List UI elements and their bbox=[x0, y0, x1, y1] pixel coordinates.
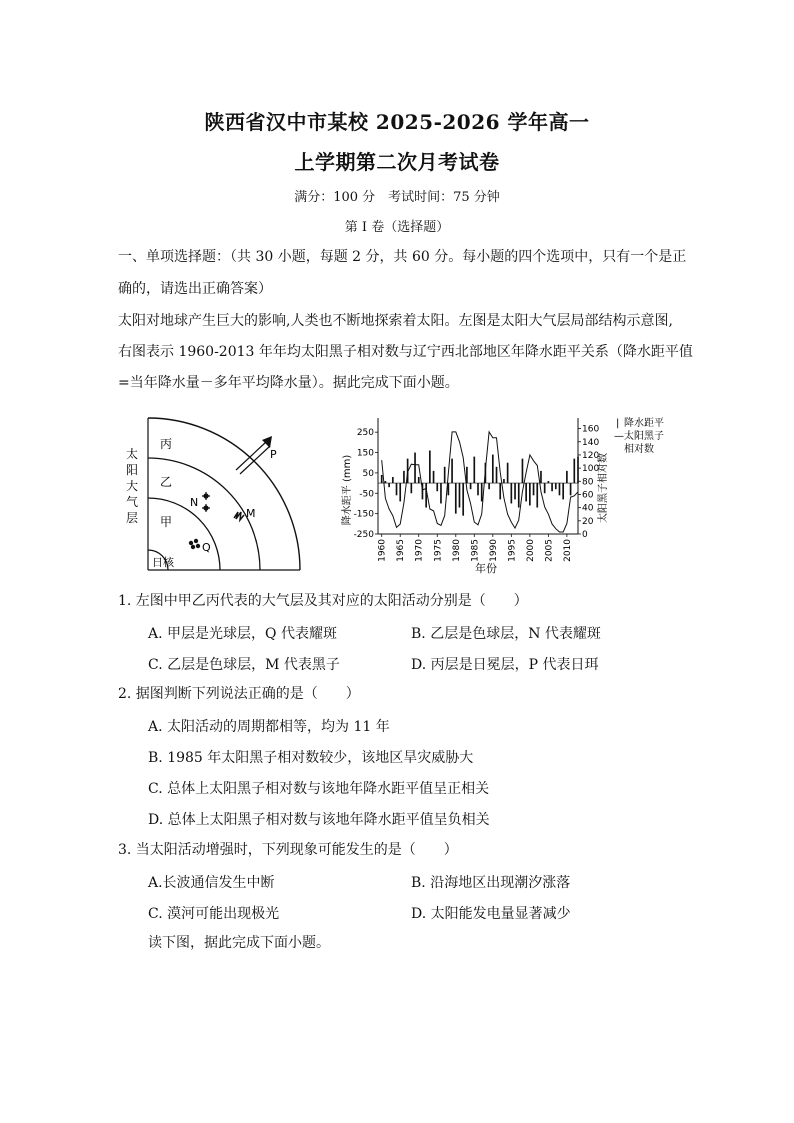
side-label-char: 阳 bbox=[125, 463, 139, 477]
marker-P-label: P bbox=[270, 448, 277, 461]
x-tick-label: 1960 bbox=[377, 539, 388, 562]
q3-option-d[interactable]: D. 太阳能发电量显著减少 bbox=[411, 906, 571, 922]
layer-label-core: 日核 bbox=[152, 556, 174, 569]
precip-bar bbox=[418, 477, 420, 483]
passage-line3: =当年降水量－多年平均降水量）。据此完成下面小题。 bbox=[118, 375, 459, 391]
precip-bar bbox=[481, 483, 483, 501]
layer-label-jia: 甲 bbox=[160, 515, 173, 529]
precip-bar bbox=[533, 483, 535, 495]
precip-bar bbox=[414, 453, 416, 484]
precip-bar bbox=[440, 483, 442, 503]
precip-bar bbox=[462, 483, 464, 516]
legend-item-sunspot: 太阳黑子 bbox=[624, 431, 664, 442]
precip-bar bbox=[559, 483, 561, 495]
passage-line1: 太阳对地球产生巨大的影响,人类也不断地探索着太阳。左图是太阳大气层局部结构示意图, bbox=[118, 313, 673, 329]
q1-option-b[interactable]: B. 乙层是色球层，N 代表耀斑 bbox=[411, 626, 601, 642]
q2-option-d[interactable]: D. 总体上太阳黑子相对数与该地年降水距平值呈负相关 bbox=[148, 812, 490, 828]
q1-option-c[interactable]: C. 乙层是色球层，M 代表黑子 bbox=[148, 657, 340, 673]
x-tick-label: 1975 bbox=[433, 539, 444, 562]
chart-ylabel-right: 太阳黑子相对数 bbox=[598, 453, 609, 523]
precip-bar bbox=[525, 483, 527, 501]
x-tick-label: 1965 bbox=[396, 539, 407, 562]
precip-bar bbox=[470, 483, 472, 489]
precip-bar bbox=[536, 483, 538, 507]
marker-Q-symbol bbox=[189, 539, 200, 549]
precip-bar bbox=[577, 457, 579, 483]
precip-bar bbox=[399, 483, 401, 501]
chart-ylabel-left: 降水距平 (mm) bbox=[342, 454, 353, 526]
q2-option-a[interactable]: A. 太阳活动的周期都相等，均为 11 年 bbox=[148, 719, 390, 735]
section-instruction-line2: 确的，请选出正确答案） bbox=[118, 281, 272, 297]
right-tick-label: 20 bbox=[582, 516, 594, 527]
x-tick-label: 1985 bbox=[470, 539, 481, 562]
left-tick-label: 50 bbox=[362, 468, 374, 479]
q1-option-d[interactable]: D. 丙层是日冕层，P 代表日珥 bbox=[411, 657, 599, 673]
q2-option-c[interactable]: C. 总体上太阳黑子相对数与该地年降水距平值呈正相关 bbox=[148, 781, 490, 797]
precip-bar bbox=[555, 483, 557, 489]
legend-line-symbol: — bbox=[614, 431, 624, 442]
precip-bar bbox=[488, 483, 490, 489]
q3-option-a[interactable]: A.长波通信发生中断 bbox=[148, 875, 275, 891]
precip-bar bbox=[544, 483, 546, 493]
precip-bar bbox=[451, 459, 453, 483]
q2-option-b[interactable]: B. 1985 年太阳黑子相对数较少，该地区旱灾威胁大 bbox=[148, 750, 474, 766]
solar-atmosphere-diagram bbox=[118, 412, 332, 574]
precip-bar bbox=[392, 477, 394, 483]
section-instruction-line1: 一、单项选择题：（共 30 小题，每题 2 分，共 60 分。每小题的四个选项中，只有一个是正 bbox=[118, 249, 687, 265]
precip-bar bbox=[496, 467, 498, 483]
precip-bar bbox=[511, 483, 513, 503]
marker-N-label: N bbox=[190, 496, 199, 509]
precip-bar bbox=[411, 483, 413, 493]
precip-bar bbox=[477, 483, 479, 495]
x-tick-label: 1980 bbox=[451, 539, 462, 562]
precip-bar bbox=[514, 483, 516, 499]
precip-bar bbox=[573, 459, 575, 483]
marker-M-label: M bbox=[246, 507, 256, 520]
x-tick-label: 2010 bbox=[562, 539, 573, 562]
right-tick-label: 60 bbox=[582, 490, 594, 501]
precip-bar bbox=[507, 463, 509, 483]
left-tick-label: 250 bbox=[356, 428, 374, 439]
volume-label: 第 I 卷（选择题） bbox=[344, 220, 450, 235]
sunspot-precip-chart bbox=[338, 410, 702, 578]
right-tick-label: 160 bbox=[582, 424, 600, 435]
right-tick-label: 100 bbox=[582, 464, 600, 475]
legend-item-precip: 降水距平 bbox=[624, 418, 664, 429]
precip-bar bbox=[396, 483, 398, 495]
x-tick-label: 2005 bbox=[544, 539, 555, 562]
side-label-char: 大 bbox=[125, 479, 139, 493]
x-tick-label: 1990 bbox=[488, 539, 499, 562]
x-tick-label: 2000 bbox=[525, 539, 536, 562]
precip-bar bbox=[433, 471, 435, 483]
left-tick-label: 150 bbox=[356, 448, 374, 459]
x-tick-label: 1970 bbox=[414, 539, 425, 562]
right-tick-label: 120 bbox=[582, 450, 600, 461]
marker-Q-label: Q bbox=[202, 541, 211, 554]
precip-bar bbox=[403, 471, 405, 483]
precip-bar bbox=[459, 483, 461, 507]
left-tick-label: -50 bbox=[359, 489, 374, 500]
right-tick-label: 80 bbox=[582, 477, 594, 488]
side-label-char: 气 bbox=[125, 495, 139, 509]
next-passage-prompt: 读下图，据此完成下面小题。 bbox=[148, 935, 330, 951]
precip-bar bbox=[548, 481, 550, 483]
question-1-stem: 1. 左图中甲乙丙代表的大气层及其对应的太阳活动分别是（ ） bbox=[118, 593, 528, 609]
exam-title-line2: 上学期第二次月考试卷 bbox=[294, 150, 500, 174]
q3-option-b[interactable]: B. 沿海地区出现潮汐涨落 bbox=[411, 875, 571, 891]
precip-bar bbox=[540, 471, 542, 483]
exam-meta: 满分：100 分 考试时间：75 分钟 bbox=[294, 190, 500, 205]
precip-bar bbox=[473, 457, 475, 483]
precip-bar bbox=[455, 483, 457, 514]
layer-label-bing: 丙 bbox=[160, 437, 173, 451]
q1-option-a[interactable]: A. 甲层是光球层，Q 代表耀斑 bbox=[148, 626, 337, 642]
precip-bar bbox=[551, 483, 553, 491]
legend-item-sunspot-2: 相对数 bbox=[624, 444, 654, 455]
legend-bar-symbol: | bbox=[616, 418, 620, 429]
right-tick-label: 0 bbox=[582, 530, 588, 540]
marker-N-symbol bbox=[202, 492, 210, 512]
passage-line2: 右图表示 1960-2013 年年均太阳黑子相对数与辽宁西北部地区年降水距平关系（降水距平值 bbox=[118, 344, 693, 360]
precip-bar bbox=[436, 483, 438, 491]
precip-bar bbox=[522, 459, 524, 483]
layer-label-yi: 乙 bbox=[160, 475, 173, 489]
precip-bar bbox=[385, 481, 387, 483]
chart-legend bbox=[614, 416, 664, 455]
precip-bar bbox=[444, 467, 446, 483]
exam-title-line1: 陕西省汉中市某校 2025-2026 学年高一 bbox=[204, 110, 590, 134]
precip-bar bbox=[499, 483, 501, 499]
precip-bar bbox=[566, 471, 568, 483]
precip-bar bbox=[429, 451, 431, 484]
precip-bar bbox=[381, 475, 383, 483]
precip-bar bbox=[529, 483, 531, 505]
right-tick-label: 40 bbox=[582, 503, 594, 514]
precip-bar bbox=[388, 483, 390, 487]
precip-bar bbox=[492, 455, 494, 484]
left-tick-label: -150 bbox=[353, 509, 374, 520]
question-3-stem: 3. 当太阳活动增强时，下列现象可能发生的是（ ） bbox=[118, 842, 458, 858]
marker-M-symbol bbox=[234, 512, 244, 520]
precip-bar bbox=[425, 483, 427, 507]
x-tick-label: 1995 bbox=[507, 539, 518, 562]
chart-xlabel: 年份 bbox=[475, 562, 497, 575]
precip-bar bbox=[570, 483, 572, 495]
right-tick-label: 140 bbox=[582, 437, 600, 448]
left-tick-label: -250 bbox=[353, 530, 374, 540]
precip-bar bbox=[562, 483, 564, 499]
side-label-char: 层 bbox=[125, 511, 139, 525]
side-label-char: 太 bbox=[125, 447, 139, 461]
marker-P-arrow bbox=[236, 436, 272, 474]
q3-option-c[interactable]: C. 漠河可能出现极光 bbox=[148, 906, 280, 922]
precip-bar bbox=[518, 483, 520, 507]
precip-bar bbox=[503, 479, 505, 483]
question-2-stem: 2. 据图判断下列说法正确的是（ ） bbox=[118, 686, 360, 702]
